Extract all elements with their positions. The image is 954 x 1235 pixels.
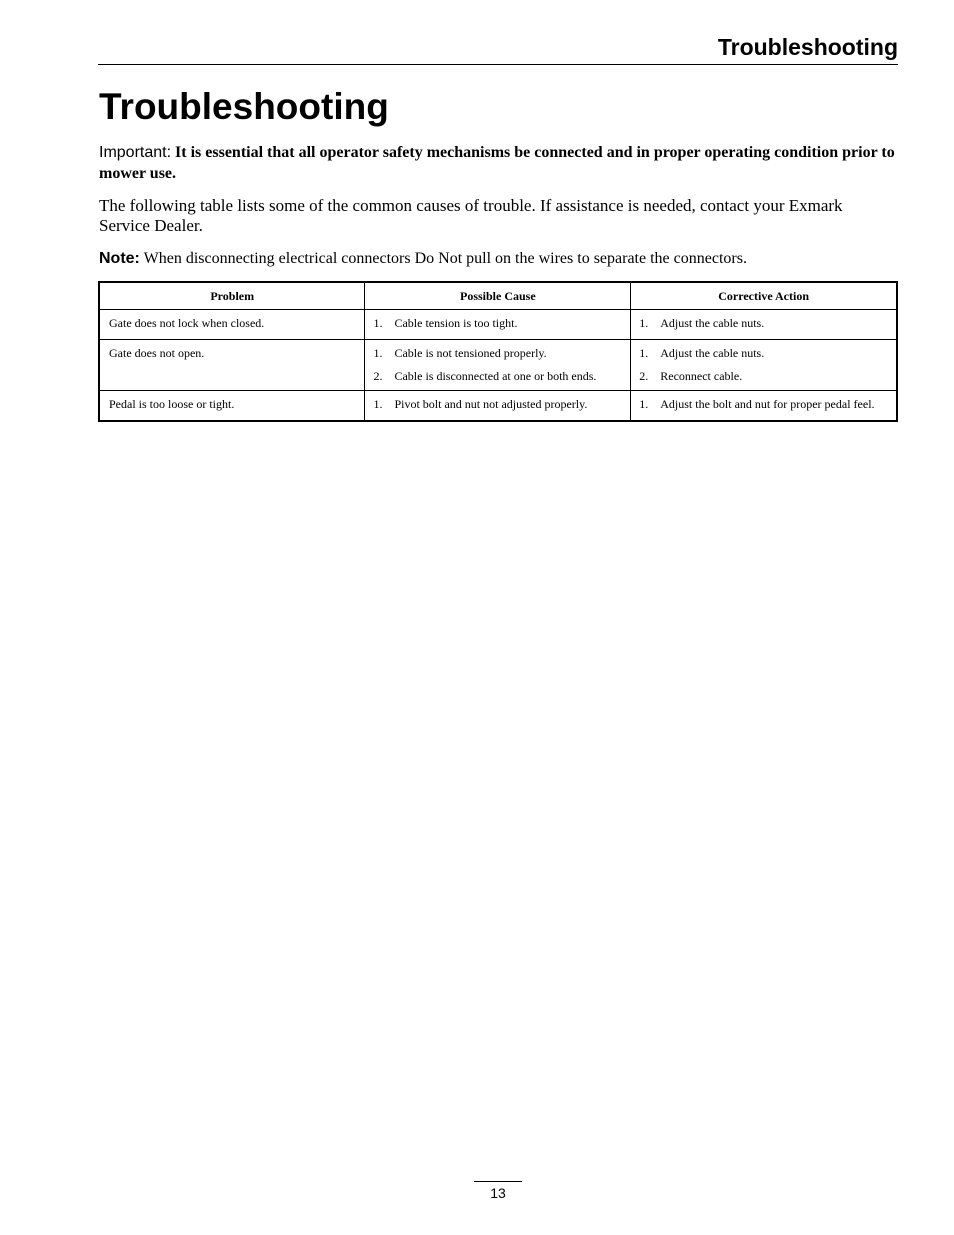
important-label: Important: [99,144,172,161]
note-notice [99,248,899,270]
item-number: 1. [639,346,649,360]
cause-cell [365,391,631,422]
cause-cell [365,340,631,391]
important-text: It is essential that all operator safety mechanisms be connected and in proper operating condition prior to mower use. [99,144,895,182]
page-number: 13 [490,1185,506,1201]
problem-cell: Pedal is too loose or tight. [99,391,365,422]
table-header-row [99,282,897,310]
item-text: Cable tension is too tight. [394,316,518,330]
page-title: Troubleshooting [99,86,389,127]
column-header-possible-cause: Possible Cause [365,282,631,310]
table-row [99,340,897,391]
item-text: Adjust the cable nuts. [660,346,765,360]
problem-cell: Gate does not lock when closed. [99,310,365,340]
header-divider [98,64,898,65]
table-row [99,391,897,422]
troubleshooting-table [98,281,898,422]
intro-paragraph: The following table lists some of the common causes of trouble. If assistance is needed, contact your Exmark Service Dealer. [99,196,843,235]
list-item [639,316,888,331]
item-text: Reconnect cable. [660,369,743,383]
item-text: Pivot bolt and nut not adjusted properly. [394,397,588,411]
item-text: Adjust the bolt and nut for proper pedal feel. [660,397,875,411]
list-item [373,346,622,361]
list-item [373,369,622,384]
column-header-problem: Problem [99,282,365,310]
item-text: Cable is disconnected at one or both ends. [394,369,597,383]
list-item [639,397,888,412]
action-cell [631,391,897,422]
note-text: When disconnecting electrical connectors Do Not pull on the wires to separate the connectors. [143,250,747,267]
column-header-corrective-action: Corrective Action [631,282,897,310]
footer-divider [474,1181,522,1182]
note-label: Note: [99,250,140,267]
list-item [373,397,622,412]
action-cell [631,310,897,340]
table-row [99,310,897,340]
list-item [373,316,622,331]
item-number: 1. [639,397,649,411]
list-item [639,346,888,361]
item-number: 2. [373,369,383,383]
item-number: 1. [373,316,383,330]
list-item [639,369,888,384]
item-text: Adjust the cable nuts. [660,316,765,330]
running-header-title: Troubleshooting [717,34,898,60]
item-text: Cable is not tensioned properly. [394,346,547,360]
item-number: 2. [639,369,649,383]
important-notice [99,142,899,184]
action-cell [631,340,897,391]
item-number: 1. [373,346,383,360]
item-number: 1. [639,316,649,330]
problem-cell: Gate does not open. [99,340,365,391]
cause-cell [365,310,631,340]
item-number: 1. [373,397,383,411]
